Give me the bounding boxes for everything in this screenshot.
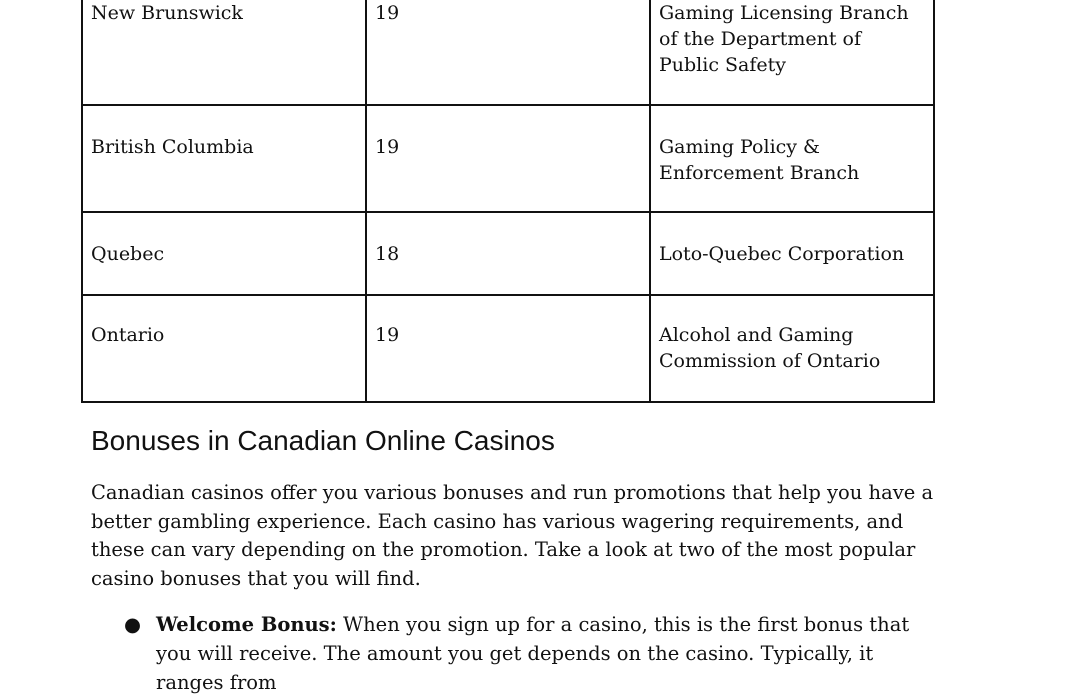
regulator-cell: Gaming Licensing Branch of the Department of Public Safety	[650, 0, 934, 105]
age-cell: 19	[366, 105, 650, 212]
table-row	[82, 295, 934, 402]
province-cell: New Brunswick	[82, 0, 366, 105]
province-cell: Quebec	[82, 212, 366, 295]
section-heading: Bonuses in Canadian Online Casinos	[91, 425, 555, 456]
age-requirements-table	[81, 0, 935, 403]
age-cell: 19	[366, 295, 650, 402]
regulator-cell: Alcohol and Gaming Commission of Ontario	[650, 295, 934, 402]
bullet-text: When you sign up for a casino, this is the first bonus that you will receive. The amount you get depends on the casino. Typically, it ranges from	[156, 613, 910, 694]
age-cell: 19	[366, 0, 650, 105]
bullet-icon: ●	[124, 613, 142, 636]
table-row	[82, 0, 934, 105]
age-cell: 18	[366, 212, 650, 295]
province-cell: British Columbia	[82, 105, 366, 212]
intro-paragraph: Canadian casinos offer you various bonuses and run promotions that help you have a better gambling experience. Each casino has various wagering requirements, and these can vary depending on the promotion. Take a look at two of the most popular casino bonuses that you will find.	[91, 481, 934, 590]
bullet-term: Welcome Bonus:	[156, 613, 337, 636]
table-row	[82, 212, 934, 295]
regulator-cell: Gaming Policy & Enforcement Branch	[650, 105, 934, 212]
province-cell: Ontario	[82, 295, 366, 402]
list-item	[120, 610, 940, 697]
table-row	[82, 105, 934, 212]
bonus-list	[120, 610, 940, 697]
regulator-cell: Loto-Quebec Corporation	[650, 212, 934, 295]
